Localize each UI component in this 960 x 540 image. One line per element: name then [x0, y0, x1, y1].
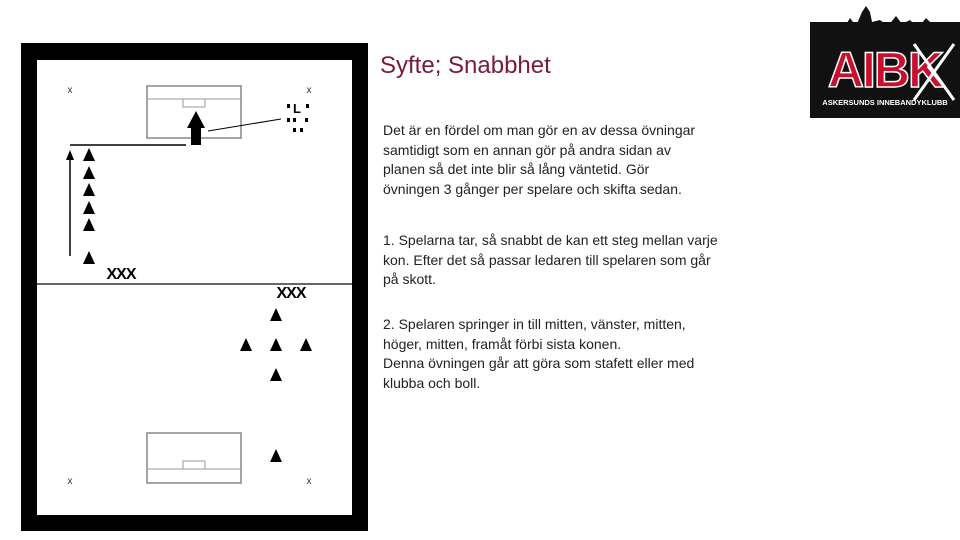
intro-paragraph [383, 121, 783, 199]
text-line: Det är en fördel om man gör en av dessa övningar [383, 122, 696, 138]
text-line: 2. Spelaren springer in till mitten, vänster, mitten, [383, 316, 686, 332]
text-line: höger, mitten, framåt förbi sista konen. [383, 335, 622, 352]
player-group-left: XXX [106, 266, 136, 283]
club-logo [810, 2, 960, 118]
club-logo-svg [810, 2, 960, 118]
text-line: samtidigt som en annan gör på andra sidan av [383, 141, 671, 158]
slide-title: Syfte; Snabbhet [380, 52, 551, 79]
step-one-paragraph [383, 231, 783, 290]
text-line: 1. Spelarna tar, så snabbt de kan ett steg mellan varje [383, 232, 718, 248]
corner-mark: x [67, 476, 73, 487]
text-line: kon. Efter det så passar ledaren till spelaren som går [383, 251, 711, 268]
player-group-center: XXX [276, 285, 306, 302]
logo-subtitle: ASKERSUNDS INNEBANDYKLUBB [822, 98, 948, 107]
text-line: övningen 3 gånger per spelare och skifta sedan. [383, 180, 682, 197]
text-line: på skott. [383, 271, 436, 287]
drill-diagram-svg [21, 43, 368, 531]
corner-mark: x [67, 85, 73, 96]
bottom-goal-crease [147, 433, 241, 483]
corner-mark: x [306, 85, 312, 96]
logo-letters: AIBK [827, 42, 943, 98]
text-line: Denna övningen går att göra som stafett eller med [383, 355, 695, 371]
text-line: klubba och boll. [383, 374, 481, 391]
leader-marker: L [293, 101, 301, 116]
corner-mark: x [306, 476, 312, 487]
step-two-paragraph [383, 315, 783, 393]
drill-diagram [21, 43, 368, 531]
text-line: planen så det inte blir så lång väntetid. Gör [383, 161, 650, 177]
